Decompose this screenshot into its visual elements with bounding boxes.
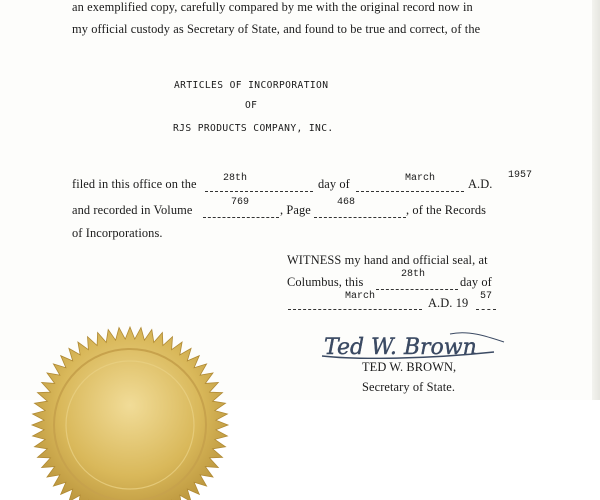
witness-ad: A.D. 19	[428, 296, 469, 310]
volume: 769	[230, 197, 249, 208]
records-line-2: of Incorporations.	[72, 226, 163, 240]
witness-month: March	[344, 291, 375, 302]
filed-day-blank	[205, 191, 313, 192]
columbus-prefix: Columbus, this	[287, 275, 364, 289]
recorded-prefix: and recorded in Volume	[72, 203, 193, 217]
witness-month-blank	[288, 309, 422, 310]
page-number: 468	[336, 197, 355, 208]
filed-prefix: filed in this office on the	[72, 177, 197, 191]
page-label: , Page	[280, 203, 311, 217]
signer-title: Secretary of State.	[362, 380, 456, 394]
witness-day-of: day of	[460, 275, 492, 289]
gold-seal-icon	[30, 300, 270, 500]
title-line-1: ARTICLES OF INCORPORATION	[174, 80, 329, 91]
svg-text:Ted W. Brown: Ted W. Brown	[324, 335, 477, 360]
witness-line: WITNESS my hand and official seal, at	[287, 253, 488, 267]
day-of-label: day of	[318, 177, 350, 191]
witness-day: 28th	[400, 269, 425, 280]
witness-year-blank	[476, 309, 496, 310]
ad-label: A.D.	[468, 177, 493, 191]
title-line-2: OF	[245, 100, 258, 111]
filed-month-blank	[356, 191, 464, 192]
filed-day: 28th	[222, 173, 247, 184]
signer-name: TED W. BROWN,	[362, 360, 457, 374]
page-blank	[314, 217, 406, 218]
title-line-3: RJS PRODUCTS COMPANY, INC.	[173, 123, 334, 134]
filed-year: 1957	[507, 170, 532, 181]
witness-year: 57	[479, 291, 492, 302]
volume-blank	[203, 217, 279, 218]
intro-line-1: an exemplified copy, carefully compared by me with the original record now in	[72, 0, 473, 14]
intro-line-2: my official custody as Secretary of State, and found to be true and correct, of the	[72, 22, 481, 36]
paper-edge	[592, 0, 600, 400]
filed-month: March	[404, 173, 435, 184]
witness-day-blank	[376, 289, 458, 290]
records-suffix: , of the Records	[406, 203, 487, 217]
